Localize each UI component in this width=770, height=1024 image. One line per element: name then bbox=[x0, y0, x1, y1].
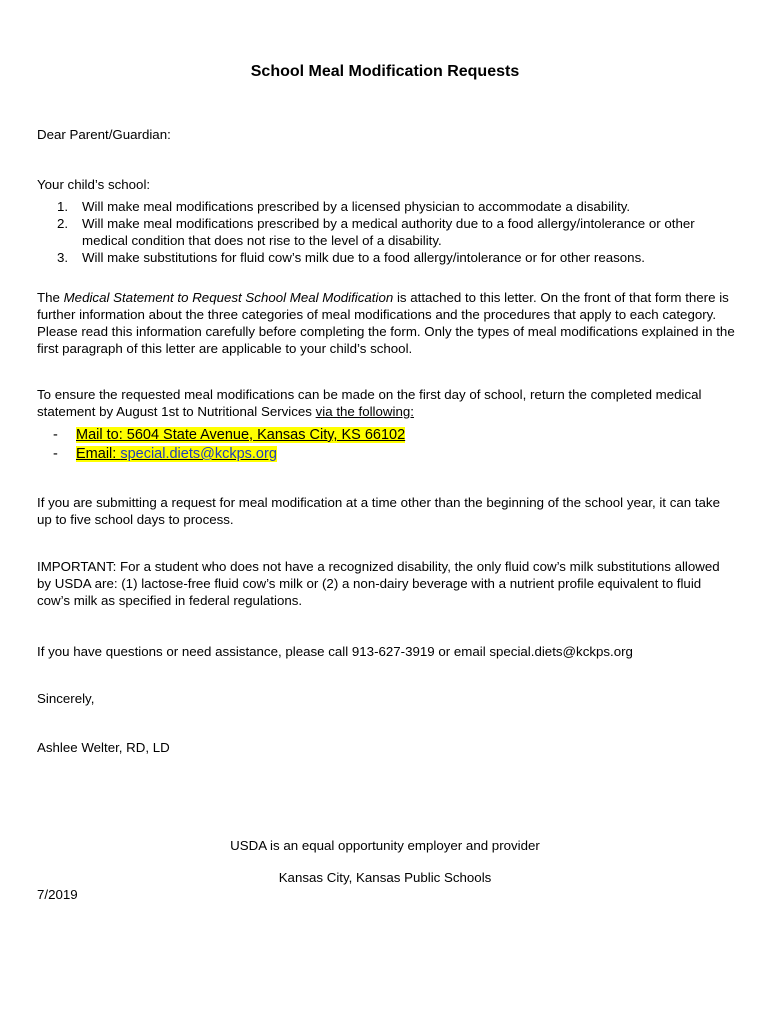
via-following-underlined: via the following: bbox=[315, 404, 414, 419]
list-item bbox=[37, 426, 737, 445]
para2-text: To ensure the requested meal modifications can be made on the first day of school, return the completed medical statement by August 1st to Nutritional Services bbox=[37, 387, 702, 419]
document-date: 7/2019 bbox=[37, 887, 78, 902]
email-link[interactable]: special.diets@kckps.org bbox=[120, 446, 277, 462]
para1-text-end: is attached to this letter. On the front of that form there is further information about the three categories of meal modifications and the procedures that apply to each category. Please read this information carefully before completing the form. Only the types of meal modifications explained in the first paragraph of this letter are applicable to your child’s school. bbox=[37, 290, 735, 356]
email-highlight bbox=[76, 446, 277, 462]
dash-bullet: - bbox=[53, 446, 58, 462]
list-item bbox=[37, 445, 737, 464]
list-item-text: Will make substitutions for fluid cow’s milk due to a food allergy/intolerance or for other reasons. bbox=[82, 250, 645, 265]
list-item-number: 2. bbox=[57, 216, 69, 231]
page-title: School Meal Modification Requests bbox=[250, 63, 520, 80]
district-name: Kansas City, Kansas Public Schools bbox=[278, 870, 492, 885]
signature: Ashlee Welter, RD, LD bbox=[37, 740, 170, 755]
list-item-number: 3. bbox=[57, 250, 69, 265]
email-prefix: Email: bbox=[76, 446, 121, 462]
para1-text-start: The bbox=[37, 290, 64, 305]
list-item-text: Will make meal modifications prescribed by a medical authority due to a food allergy/intolerance or other medical condition that does not rise to the level of a disability. bbox=[82, 216, 695, 248]
list-item-number: 1. bbox=[57, 199, 69, 214]
list-item bbox=[37, 215, 737, 249]
usda-statement: USDA is an equal opportunity employer and provider bbox=[230, 838, 540, 853]
processing-time-paragraph: If you are submitting a request for meal modification at a time other than the beginning of the school year, it can take up to five school days to process. bbox=[37, 495, 720, 527]
closing: Sincerely, bbox=[37, 691, 95, 706]
list-item-text: Will make meal modifications prescribed by a licensed physician to accommodate a disability. bbox=[82, 199, 631, 214]
list-item bbox=[37, 249, 737, 266]
return-instructions-paragraph bbox=[37, 386, 737, 420]
form-title-italic: Medical Statement to Request School Meal Modification bbox=[63, 290, 394, 305]
medical-statement-paragraph bbox=[37, 289, 737, 357]
intro-text: Your child’s school: bbox=[37, 177, 151, 192]
list-item bbox=[37, 198, 737, 215]
important-notice-paragraph: IMPORTANT: For a student who does not have a recognized disability, the only fluid cow’s milk substitutions allowed by USDA are: (1) lactose-free fluid cow’s milk or (2) a non-dairy beverage with a nutrient profile equivalent to fluid cow’s milk as specified in federal regulations. bbox=[37, 559, 720, 608]
modifications-list bbox=[37, 198, 737, 266]
salutation: Dear Parent/Guardian: bbox=[37, 127, 171, 142]
dash-bullet: - bbox=[53, 427, 58, 443]
contact-paragraph: If you have questions or need assistance, please call 913-627-3919 or email special.diets@kckps.org bbox=[37, 644, 633, 659]
mail-address-highlight: Mail to: 5604 State Avenue, Kansas City, KS 66102 bbox=[76, 427, 406, 443]
submission-methods-list bbox=[37, 426, 737, 464]
